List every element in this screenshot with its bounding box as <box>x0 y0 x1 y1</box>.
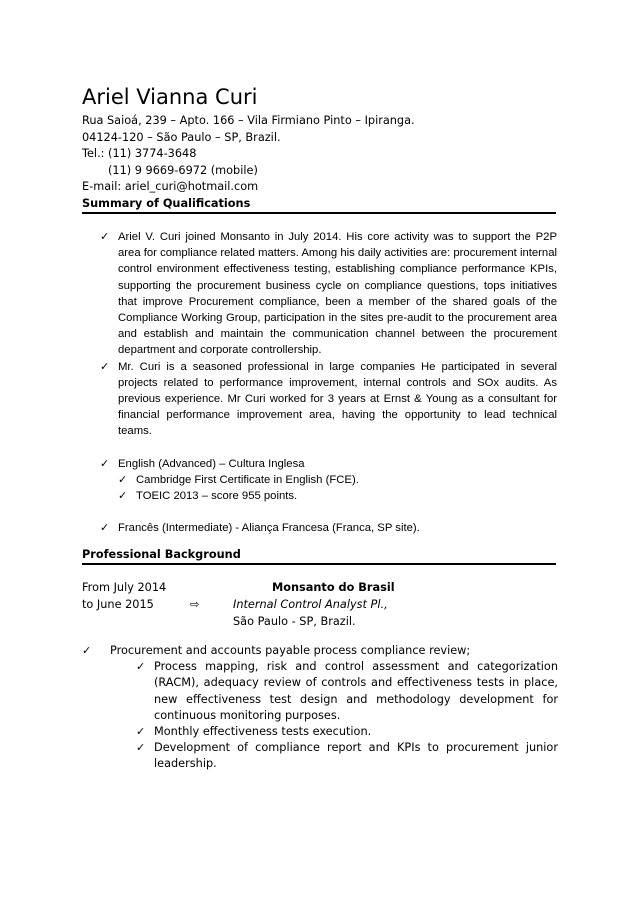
check-icon: ✓ <box>100 521 110 535</box>
language-english: ✓ English (Advanced) – Cultura Inglesa <box>100 456 557 472</box>
professional-heading: Professional Background <box>82 548 241 561</box>
check-icon: ✓ <box>136 725 146 739</box>
check-icon: ✓ <box>100 456 110 470</box>
summary-heading: Summary of Qualifications <box>82 197 251 210</box>
check-icon: ✓ <box>118 489 128 503</box>
summary-rule <box>82 212 556 214</box>
applicant-name: Ariel Vianna Curi <box>82 85 258 109</box>
mobile-line: (11) 9 9669-6972 (mobile) <box>108 163 258 177</box>
professional-rule <box>82 563 556 565</box>
check-icon: ✓ <box>136 741 146 755</box>
responsibilities-list <box>82 643 558 773</box>
contact-block <box>82 113 415 196</box>
summary-item: ✓ Ariel V. Curi joined Monsanto in July 2014. His core activity was to support the P2P area for compliance related matters. Among his daily activities are: procurement internal control environment effectiveness testing, establishing compliance performance KPIs, supporting the procurement business cycle on compliance questions, tops initiatives that improve Procurement compliance, been a member of the shared goals of the Compliance Working Group, participation in the sites pre-audit to the procurement area and establish and maintain the communication channel between the procurement department and corporate controllership. <box>100 230 557 357</box>
summary-item: ✓ Mr. Curi is a seasoned professional in large companies He participated in several projects related to performance improvement, internal controls and SOx audits. As previous experience. Mr Curi worked for 3 years at Ernst & Young as a consultant for financial performance improvement area, having the opportunity to lead technical teams. <box>100 359 557 438</box>
job-to-date: to June 2015 <box>82 598 154 611</box>
address-line-2: 04124-120 – São Paulo – SP, Brazil. <box>82 130 281 144</box>
responsibility-main: ✓ Procurement and accounts payable process compliance review; <box>82 643 558 659</box>
summary-list <box>100 229 557 536</box>
job-location: São Paulo - SP, Brazil. <box>233 615 356 628</box>
job-from-date: From July 2014 <box>82 581 167 594</box>
company-name: Monsanto do Brasil <box>272 581 395 594</box>
english-cert: ✓ Cambridge First Certificate in English (FCE). <box>118 472 557 488</box>
check-icon: ✓ <box>100 359 110 373</box>
arrow-right-icon: ⇨ <box>190 598 200 611</box>
phone-line: Tel.: (11) 3774-3648 <box>82 147 197 160</box>
responsibility-sub: ✓ Development of compliance report and KPIs to procurement junior leadership. <box>136 741 558 771</box>
email-line: E-mail: ariel_curi@hotmail.com <box>82 180 259 193</box>
responsibility-sub: ✓ Process mapping, risk and control assessment and categorization (RACM), adequacy review of controls and effectiveness tests in place, new effectiveness test design and methodology development for continuous monitoring purposes. <box>136 660 558 722</box>
responsibility-sub: ✓ Monthly effectiveness tests execution. <box>136 724 558 740</box>
language-french: ✓ Francês (Intermediate) - Aliança Francesa (Franca, SP site). <box>100 520 557 536</box>
check-icon: ✓ <box>100 230 110 243</box>
english-cert: ✓ TOEIC 2013 – score 955 points. <box>118 488 557 504</box>
check-icon: ✓ <box>136 660 146 674</box>
check-icon: ✓ <box>82 644 92 657</box>
job-role: Internal Control Analyst Pl., <box>233 598 388 611</box>
address-line-1: Rua Saioá, 239 – Apto. 166 – Vila Firmiano Pinto – Ipiranga. <box>82 114 415 127</box>
check-icon: ✓ <box>118 472 128 486</box>
